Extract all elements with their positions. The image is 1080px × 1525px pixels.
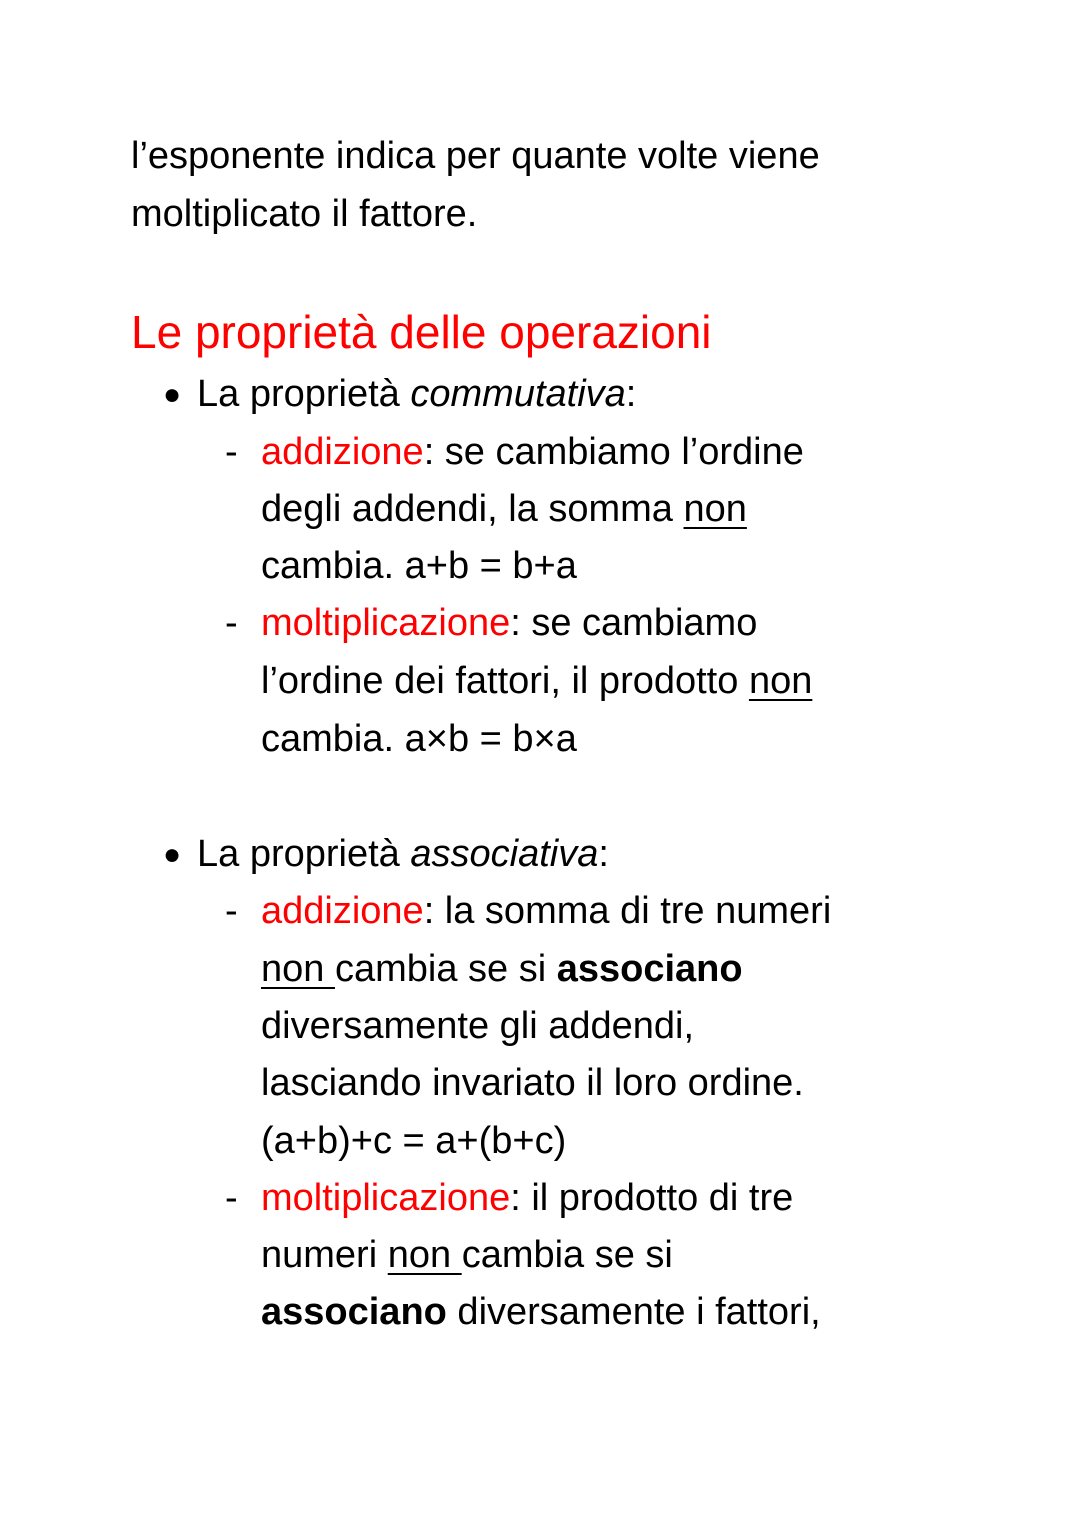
comm-mult-line-2 [261,653,812,710]
term-moltiplicazione: moltiplicazione [261,602,511,644]
underlined-non: non [683,488,747,530]
term-addizione: addizione [261,890,424,932]
assoc-mult-line-3 [261,1284,821,1341]
bullet-dot-icon: ● [163,838,182,871]
bold-associano: associano [261,1291,447,1333]
comm-add-text-2: degli addendi, la somma [261,488,684,530]
assoc-mult-text-4: diversamente i fattori, [446,1291,821,1333]
comm-add-line-2 [261,481,747,538]
dash-marker: - [225,602,238,644]
assoc-mult-line-1 [261,1170,793,1227]
underlined-non: non [261,948,335,990]
section-heading: Le proprietà delle operazioni [131,306,712,358]
bullet-lead: La proprietà [197,833,411,875]
comm-add-line-3: cambia. a+b = b+a [261,545,577,587]
bold-associano: associano [556,948,743,990]
assoc-add-formula: (a+b)+c = a+(b+c) [261,1120,567,1162]
comm-mult-line-3: cambia. a×b = b×a [261,718,577,760]
comm-mult-text: : se cambiamo [510,602,758,644]
assoc-add-line-3: diversamente gli addendi, [261,1005,695,1047]
term-moltiplicazione: moltiplicazione [261,1177,511,1219]
term-addizione: addizione [261,431,424,473]
assoc-mult-text-3: cambia se si [461,1234,673,1276]
bullet-colon: : [625,373,637,415]
bullet-dot-icon: ● [163,378,182,411]
comm-add-text: : se cambiamo l’ordine [423,431,804,473]
comm-add-line-1 [261,424,804,481]
bullet-colon: : [598,833,609,875]
intro-line-1: l’esponente indica per quante volte viene [131,135,820,177]
dash-marker: - [225,431,238,473]
assoc-add-line-4: lasciando invariato il loro ordine. [261,1062,804,1104]
comm-mult-text-2: l’ordine dei fattori, il prodotto [261,660,749,702]
assoc-mult-text: : il prodotto di tre [510,1177,794,1219]
intro-line-2: moltiplicato il fattore. [131,193,478,235]
assoc-mult-line-2 [261,1227,673,1284]
dash-marker: - [225,890,238,932]
assoc-add-line-1 [261,883,831,940]
underlined-non: non [387,1234,462,1276]
bullet-associativa [163,826,609,883]
comm-mult-line-1 [261,595,757,652]
assoc-add-text-2: cambia se si [334,948,557,990]
underlined-non: non [748,660,813,702]
assoc-add-line-2 [261,941,743,998]
term-associativa: associativa [410,833,599,875]
dash-marker: - [225,1177,238,1219]
assoc-add-text: : la somma di tre numeri [423,890,832,932]
assoc-mult-text-2: numeri [261,1234,388,1276]
bullet-lead: La proprietà [197,373,411,415]
term-commutativa: commutativa [410,373,626,415]
bullet-commutativa [163,366,636,423]
